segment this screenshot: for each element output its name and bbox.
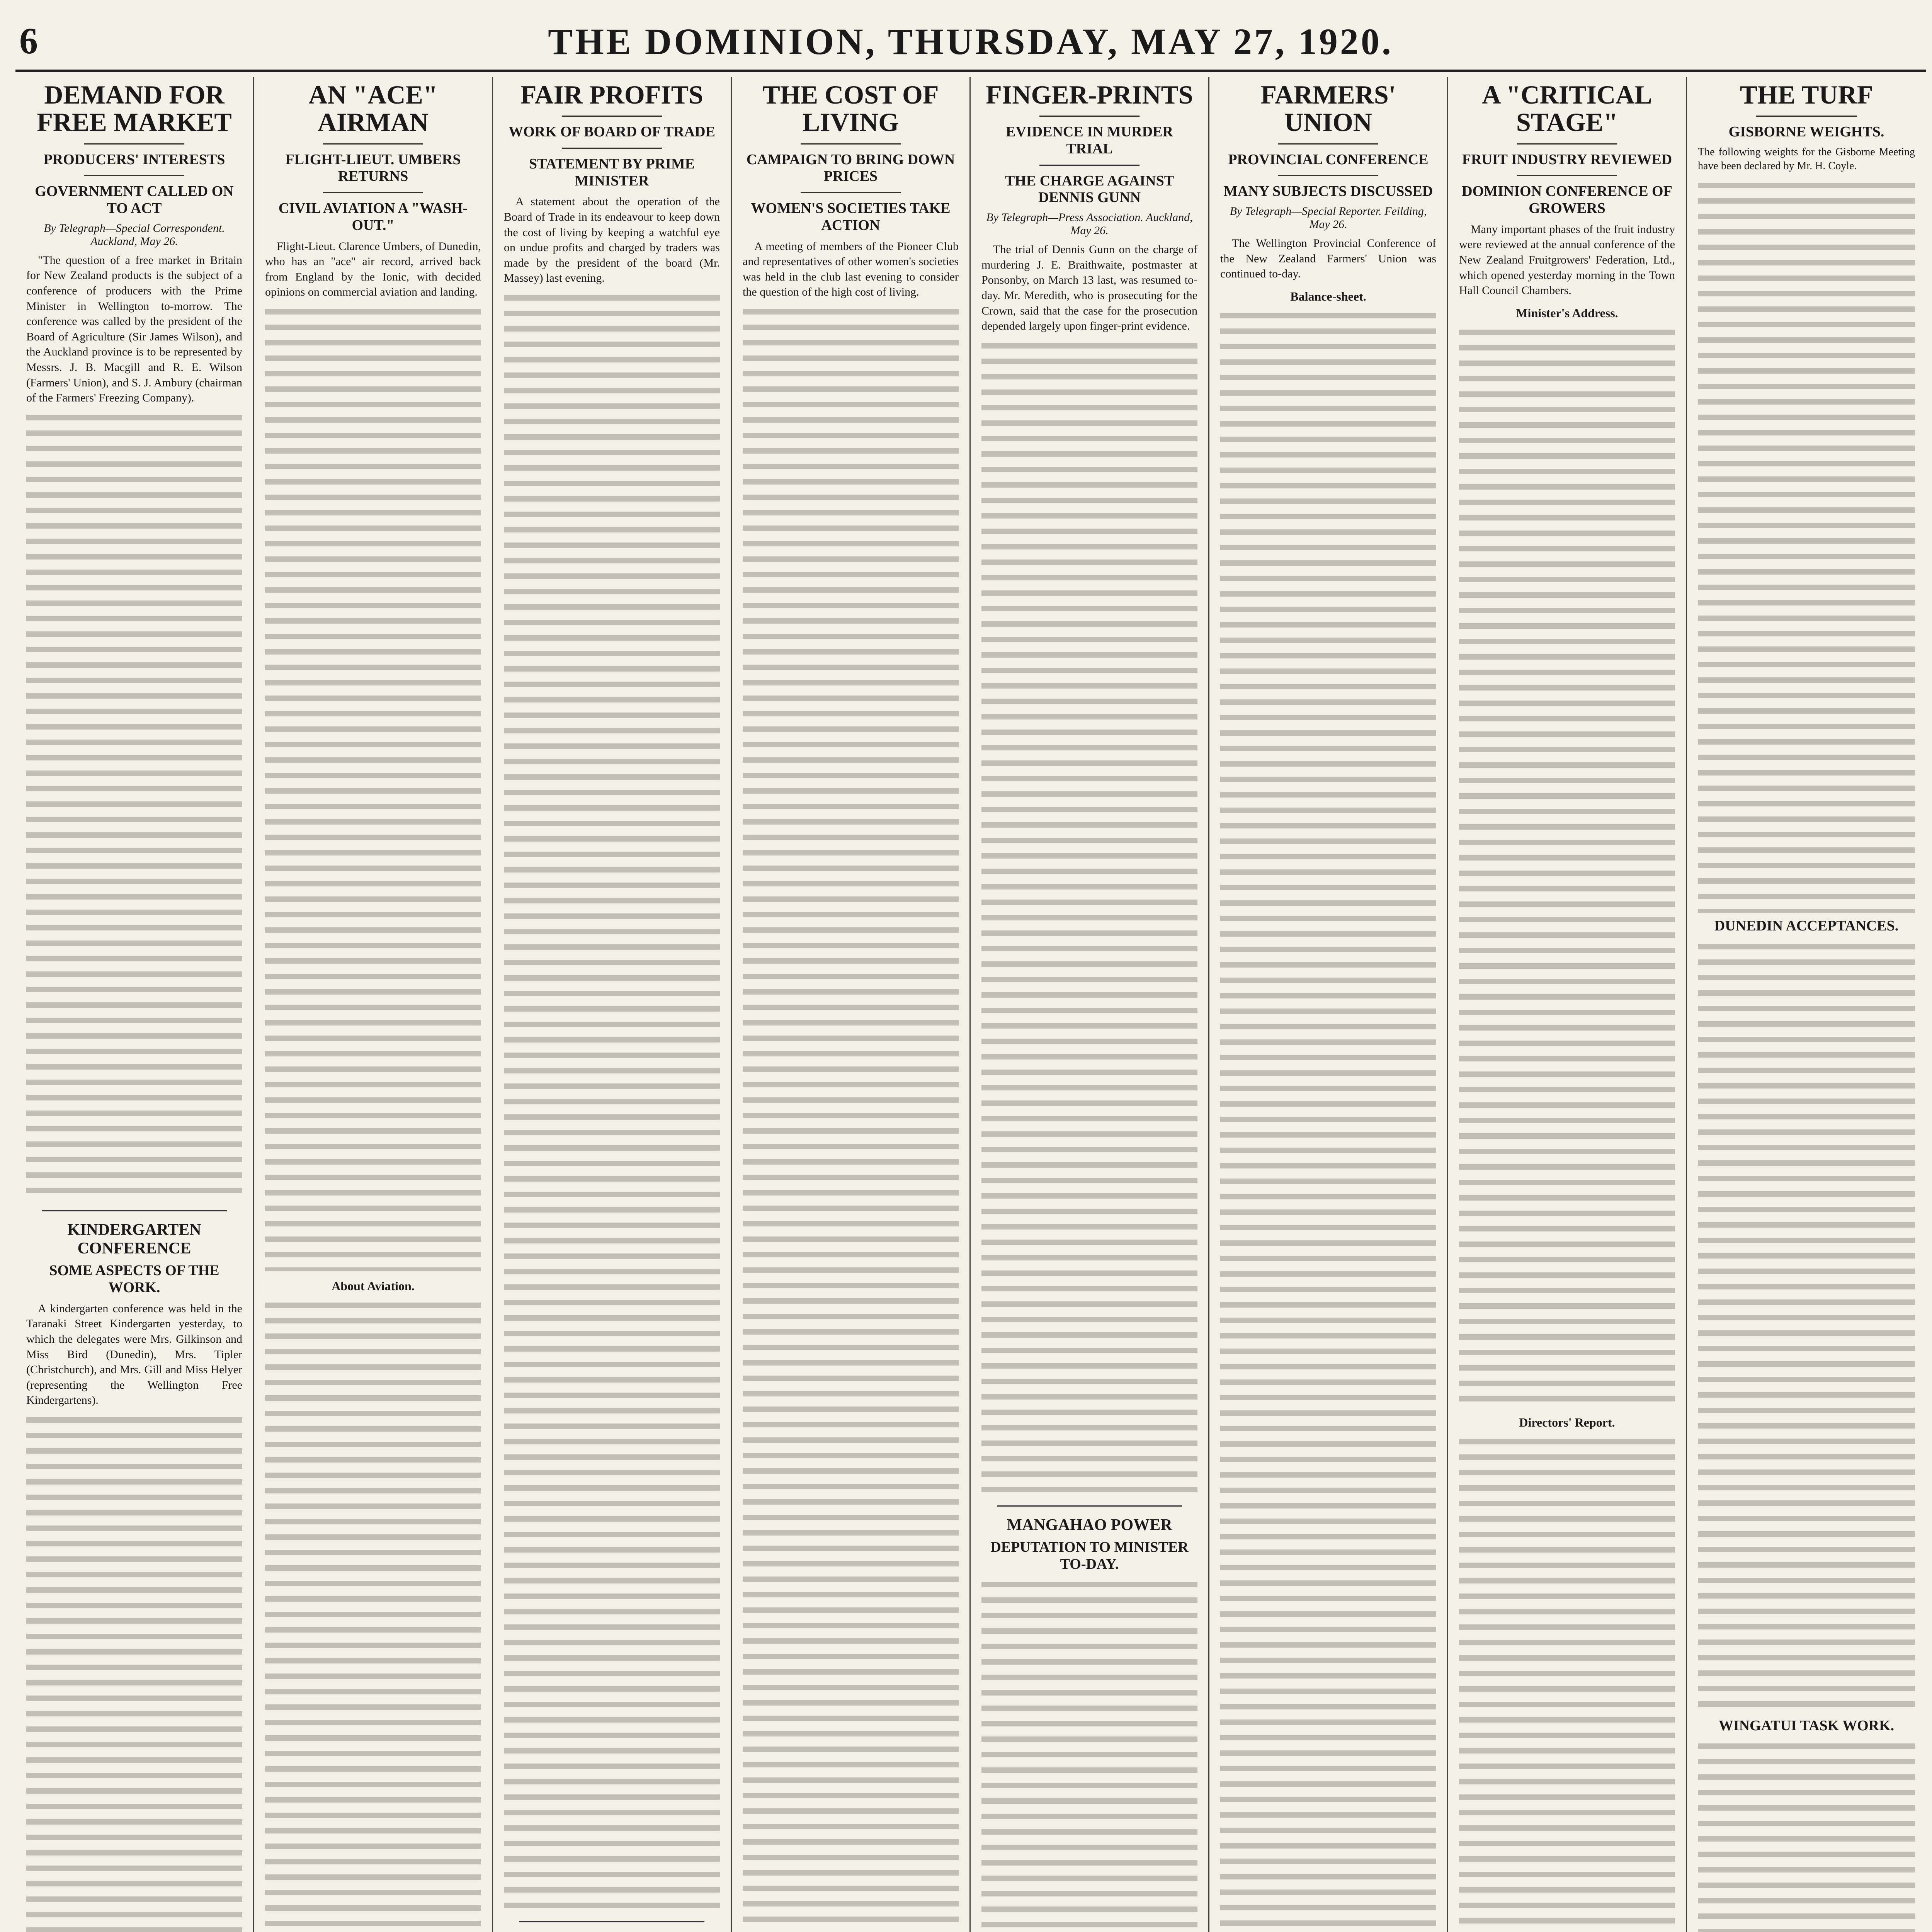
crosshead: About Aviation. bbox=[332, 1279, 415, 1293]
divider bbox=[801, 143, 901, 145]
masthead bbox=[15, 12, 1926, 72]
article-text-block bbox=[1220, 309, 1436, 1932]
subheadline: PROVINCIAL CONFERENCE bbox=[1228, 151, 1429, 168]
divider bbox=[323, 143, 423, 145]
article-body: A kindergarten conference was held in the Taranaki Street Kindergarten yesterday, to which the delegates were Mrs. Gilkinson and Miss Bird (Dunedin), Mrs. Tipler (Christchurch), and Mrs. Gill and Miss Helyer (representing the Wellington Free Kindergartens). bbox=[26, 1302, 242, 1407]
article-text-block bbox=[1698, 1740, 1915, 1932]
page-number: 6 bbox=[19, 20, 38, 61]
divider bbox=[42, 1210, 227, 1211]
subheadline: WOMEN'S SOCIETIES TAKE ACTION bbox=[751, 200, 951, 233]
divider bbox=[1517, 175, 1617, 176]
article-text-block bbox=[26, 411, 242, 1203]
byline: By Telegraph—Special Reporter. Feilding, May 26. bbox=[1230, 205, 1427, 231]
article-text-block bbox=[1459, 1435, 1675, 1932]
subheadline: MANY SUBJECTS DISCUSSED bbox=[1223, 183, 1433, 200]
subheadline: FLIGHT-LIEUT. UMBERS RETURNS bbox=[285, 151, 461, 185]
subheadline: DOMINION CONFERENCE OF GROWERS bbox=[1462, 183, 1672, 217]
subheadline: THE CHARGE AGAINST DENNIS GUNN bbox=[1005, 172, 1174, 206]
divider bbox=[1039, 165, 1139, 166]
column-1 bbox=[15, 77, 254, 1932]
article-body: The trial of Dennis Gunn on the charge of murdering J. E. Braithwaite, postmaster at Ponsonby, on March 13 last, was resumed to-day. Mr. Meredith, who is prosecuting for the Crown, said that the case for the prosecution depended largely upon finger-print evidence. bbox=[981, 243, 1197, 333]
subheadline: CAMPAIGN TO BRING DOWN PRICES bbox=[746, 151, 955, 185]
divider bbox=[1517, 143, 1617, 145]
column-2 bbox=[254, 77, 493, 1932]
subheadline: DUNEDIN ACCEPTANCES. bbox=[1714, 917, 1899, 934]
article-body: The Wellington Provincial Conference of the New Zealand Farmers' Union was continued to-day. bbox=[1220, 237, 1436, 281]
subheadline: CIVIL AVIATION A "WASH-OUT." bbox=[278, 200, 468, 233]
headline-the-turf: THE TURF bbox=[1740, 80, 1873, 109]
article-text-block bbox=[743, 305, 959, 1932]
subheadline: WORK OF BOARD OF TRADE bbox=[509, 124, 715, 140]
article-text-block bbox=[504, 291, 720, 1914]
article-body: A statement about the operation of the Board of Trade in its endeavour to keep down the cost of living by keeping a watchful eye on undue profits and charged by traders was made by the president of the board (Mr. Massey) last evening. bbox=[504, 195, 720, 285]
column-8 bbox=[1687, 77, 1926, 1932]
headline-critical-stage: A "CRITICAL STAGE" bbox=[1482, 80, 1652, 137]
article-text-block bbox=[1459, 326, 1675, 1408]
race-acceptances-list bbox=[1698, 940, 1915, 1713]
divider bbox=[1278, 175, 1378, 176]
article-body: Flight-Lieut. Clarence Umbers, of Dunedin, who has an "ace" air record, arrived back from England by the Ionic, with decided opinions on commercial aviation and landing. bbox=[265, 240, 481, 299]
column-7 bbox=[1448, 77, 1687, 1932]
article-body: The following weights for the Gisborne Meeting have been declared by Mr. H. Coyle. bbox=[1698, 146, 1915, 172]
column-6 bbox=[1209, 77, 1448, 1932]
crosshead: Directors' Report. bbox=[1519, 1415, 1615, 1429]
article-body: A meeting of members of the Pioneer Club and representatives of other women's societies was held in the club last evening to consider the question of the high cost of living. bbox=[743, 240, 959, 299]
divider bbox=[84, 175, 184, 176]
story-headline: KINDERGARTEN CONFERENCE bbox=[67, 1221, 201, 1258]
subheadline: EVIDENCE IN MURDER TRIAL bbox=[1006, 124, 1173, 157]
headline-cost-of-living: THE COST OF LIVING bbox=[762, 80, 939, 137]
divider bbox=[519, 1921, 704, 1922]
article-body: Many important phases of the fruit industry were reviewed at the annual conference of the New Zealand Fruitgrowers' Federation, Ltd., which opened yesterday morning in the Town Hall Council Chambers. bbox=[1459, 223, 1675, 297]
divider bbox=[997, 1505, 1182, 1507]
crosshead: Minister's Address. bbox=[1516, 306, 1618, 320]
subheadline: STATEMENT BY PRIME MINISTER bbox=[529, 156, 695, 189]
headline-fair-profits: FAIR PROFITS bbox=[520, 80, 703, 109]
article-text-block bbox=[26, 1413, 242, 1932]
article-text-block bbox=[265, 305, 481, 1271]
headline-ace-airman: AN "ACE" AIRMAN bbox=[308, 80, 438, 137]
byline: By Telegraph—Special Correspondent. Auckland, May 26. bbox=[44, 221, 225, 248]
newspaper-columns bbox=[15, 77, 1926, 1932]
headline-finger-prints: FINGER-PRINTS bbox=[986, 80, 1193, 109]
article-text-block bbox=[981, 339, 1197, 1498]
divider bbox=[1278, 143, 1378, 145]
article-text-block bbox=[265, 1299, 481, 1932]
divider bbox=[562, 148, 662, 149]
divider bbox=[1756, 116, 1857, 117]
subheadline: GOVERNMENT CALLED ON TO ACT bbox=[35, 183, 234, 217]
divider bbox=[801, 192, 901, 193]
article-body: "The question of a free market in Britain for New Zealand products is the subject of a conference of producers with the Prime Minister in Wellington to-morrow. The conference was called by the president of the Board of Agriculture (Sir James Wilson), and the Auckland province is to be represented by Messrs. J. B. Macgill and R. E. Wilson (Farmers' Union), and S. J. Ambury (chairman of the Farmers' Freezing Company). bbox=[26, 253, 242, 405]
subheadline: SOME ASPECTS OF THE WORK. bbox=[49, 1262, 219, 1296]
column-3 bbox=[493, 77, 732, 1932]
headline-farmers-union: FARMERS' UNION bbox=[1260, 80, 1396, 137]
article-text-block bbox=[981, 1578, 1197, 1932]
column-4 bbox=[732, 77, 971, 1932]
divider bbox=[562, 116, 662, 117]
divider bbox=[84, 143, 184, 145]
byline: By Telegraph—Press Association. Auckland, May 26. bbox=[986, 211, 1193, 237]
newspaper-title: THE DOMINION, THURSDAY, MAY 27, 1920. bbox=[548, 21, 1393, 62]
story-headline: MANGAHAO POWER bbox=[1007, 1516, 1172, 1534]
divider bbox=[323, 192, 423, 193]
crosshead: Balance-sheet. bbox=[1290, 289, 1366, 303]
subheadline: WINGATUI TASK WORK. bbox=[1718, 1717, 1895, 1734]
subheadline: DEPUTATION TO MINISTER TO-DAY. bbox=[990, 1539, 1189, 1572]
subheadline: FRUIT INDUSTRY REVIEWED bbox=[1462, 151, 1672, 168]
divider bbox=[1039, 116, 1139, 117]
headline-free-market: DEMAND FOR FREE MARKET bbox=[37, 80, 232, 137]
subheadline: GISBORNE WEIGHTS. bbox=[1728, 124, 1884, 140]
race-weights-list bbox=[1698, 179, 1915, 913]
subheadline: PRODUCERS' INTERESTS bbox=[43, 151, 225, 168]
column-5 bbox=[971, 77, 1209, 1932]
